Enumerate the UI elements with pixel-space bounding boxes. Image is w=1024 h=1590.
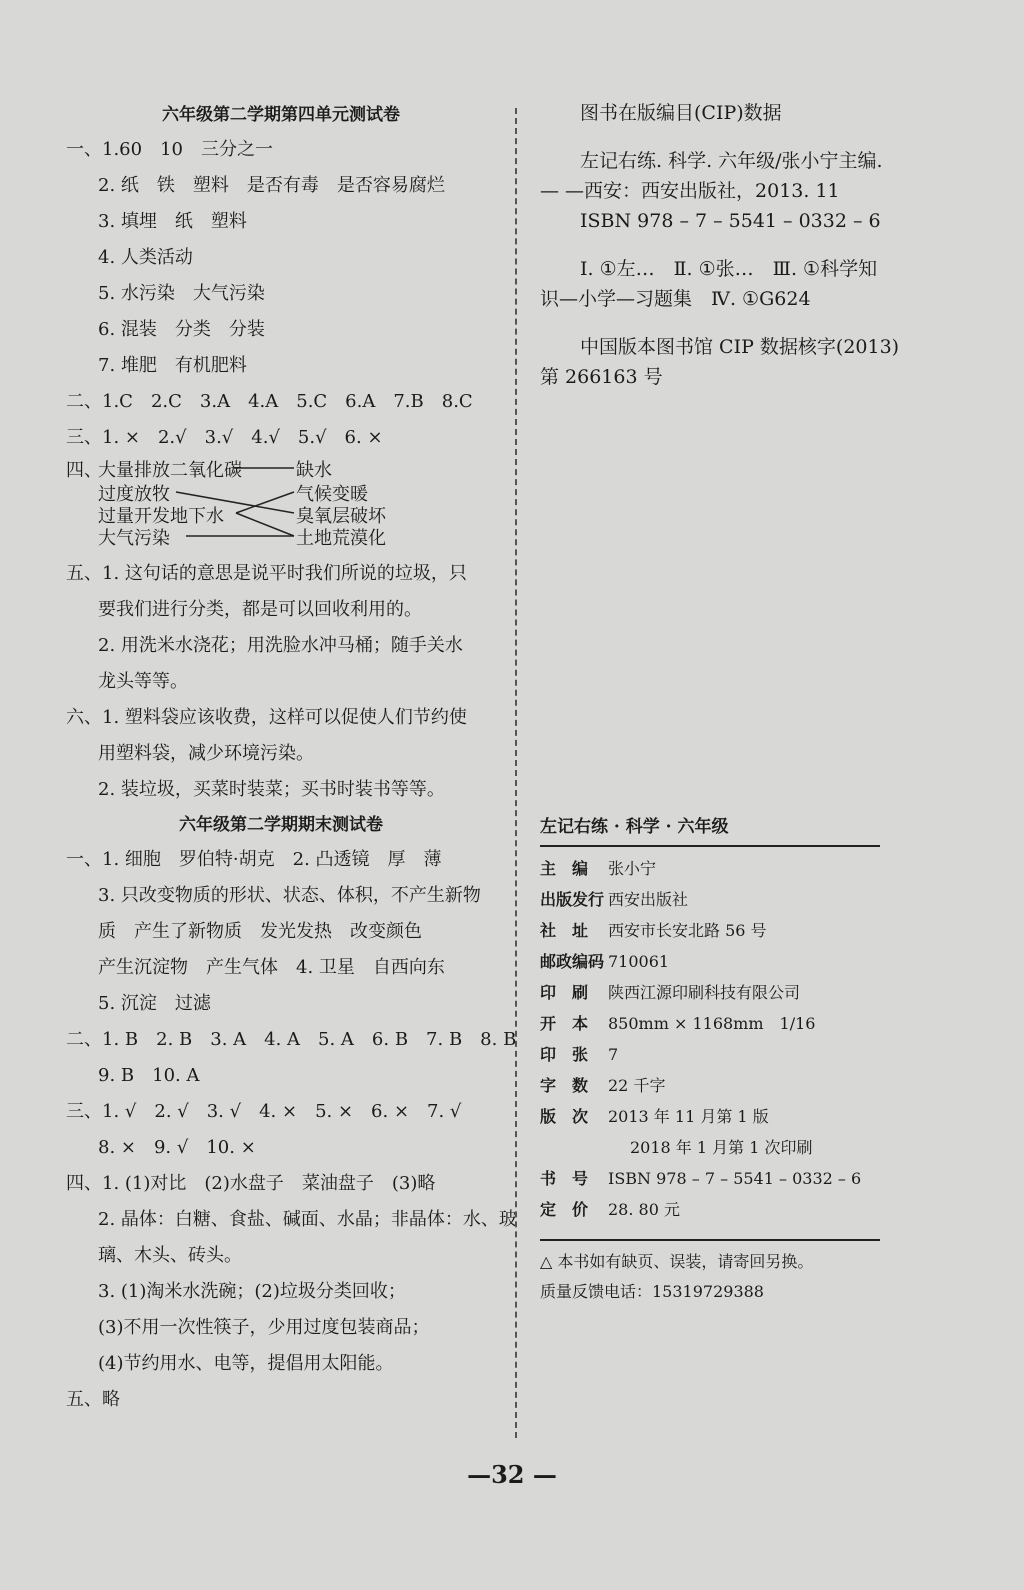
answer-line: 9. B 10. A — [98, 1065, 200, 1086]
imprint-value: 28. 80 元 — [608, 1200, 680, 1219]
answer-line: 2. 晶体：白糖、食盐、碱面、水晶；非晶体：水、玻 — [98, 1209, 517, 1230]
matching-diagram — [66, 456, 496, 556]
answer-line: 二、1. B 2. B 3. A 4. A 5. A 6. B 7. B 8. B — [66, 1029, 517, 1050]
imprint-row — [540, 1132, 970, 1163]
answer-line: 二、1.C 2.C 3.A 4.A 5.C 6.A 7.B 8.C — [66, 391, 473, 412]
match-left-item: 大气污染 — [98, 528, 170, 549]
match-left-item: 大量排放二氧化碳 — [98, 460, 242, 481]
feedback-line: 质量反馈电话：15319729388 — [540, 1282, 764, 1301]
imprint-row — [540, 1163, 970, 1194]
imprint-key: 印 刷 — [540, 983, 589, 1002]
imprint-key: 邮政编码 — [540, 952, 605, 971]
answer-line: 六、1. 塑料袋应该收费，这样可以促使人们节约使 — [66, 707, 467, 728]
imprint-value: 7 — [608, 1045, 619, 1064]
answer-line: 6. 混装 分类 分装 — [98, 319, 265, 340]
unit4-title: 六年级第二学期第四单元测试卷 — [162, 105, 400, 125]
imprint-rule-bottom — [540, 1239, 880, 1241]
imprint-value: 22 千字 — [608, 1076, 666, 1095]
cip-line: 左记右练. 科学. 六年级/张小宁主编. — [580, 150, 883, 172]
imprint-key: 主 编 — [540, 859, 589, 878]
imprint-row — [540, 1039, 970, 1070]
answer-line: 3. 只改变物质的形状、状态、体积，不产生新物 — [98, 885, 481, 906]
match-line — [236, 513, 294, 536]
imprint-row — [540, 915, 970, 946]
imprint-value: 2013 年 11 月第 1 版 — [608, 1107, 769, 1126]
match-line — [236, 492, 294, 513]
imprint-value: 710061 — [608, 952, 670, 971]
column-divider — [515, 108, 517, 1438]
page-number: —32 — — [467, 1460, 557, 1489]
imprint-key: 开 本 — [540, 1014, 589, 1033]
imprint-row — [540, 977, 970, 1008]
match-right-item: 气候变暖 — [296, 484, 368, 505]
imprint-rule-top — [540, 845, 880, 847]
answer-line: 三、1. √ 2. √ 3. √ 4. × 5. × 6. × 7. √ — [66, 1101, 462, 1122]
cip-title: 图书在版编目(CIP)数据 — [580, 102, 782, 124]
answer-line: 2. 纸 铁 塑料 是否有毒 是否容易腐烂 — [98, 175, 445, 196]
imprint-row — [540, 1008, 970, 1039]
answer-line: 三、1. × 2.√ 3.√ 4.√ 5.√ 6. × — [66, 427, 383, 448]
imprint-row — [540, 1101, 970, 1132]
match-right-item: 缺水 — [296, 460, 332, 481]
match-right-item: 土地荒漠化 — [296, 528, 386, 549]
answer-line: 产生沉淀物 产生气体 4. 卫星 自西向东 — [98, 957, 445, 978]
imprint-row — [540, 946, 970, 977]
left-column — [66, 98, 517, 1418]
imprint-row — [540, 853, 970, 884]
imprint-row — [540, 1070, 970, 1101]
match-left-item: 过度放牧 — [98, 484, 170, 505]
imprint-key — [540, 1132, 606, 1163]
answer-line: 5. 水污染 大气污染 — [98, 283, 265, 304]
imprint-value: 陕西江源印刷科技有限公司 — [608, 983, 801, 1002]
imprint-value: 西安市长安北路 56 号 — [608, 921, 767, 940]
answer-line: (4)节约用水、电等，提倡用太阳能。 — [98, 1353, 394, 1374]
answer-line: 龙头等等。 — [98, 671, 188, 692]
imprint-key: 字 数 — [540, 1076, 589, 1095]
answer-line: 要我们进行分类，都是可以回收利用的。 — [98, 599, 422, 620]
answer-line: 用塑料袋，减少环境污染。 — [98, 743, 314, 764]
cip-line: 第 266163 号 — [540, 366, 663, 388]
imprint-key: 书 号 — [540, 1169, 589, 1188]
answer-line: 3. 填埋 纸 塑料 — [98, 211, 247, 232]
cip-line: 识—小学—习题集 Ⅳ. ①G624 — [540, 288, 811, 310]
match-left-item: 过量开发地下水 — [98, 506, 224, 527]
imprint-key: 社 址 — [540, 921, 589, 940]
match-right-item: 臭氧层破坏 — [296, 506, 386, 527]
answer-line: 4. 人类活动 — [98, 247, 193, 268]
imprint-title: 左记右练 · 科学 · 六年级 — [540, 817, 729, 837]
answer-line: 五、略 — [66, 1389, 120, 1410]
cip-line: Ⅰ. ①左… Ⅱ. ①张… Ⅲ. ①科学知 — [580, 258, 878, 280]
answer-line: 7. 堆肥 有机肥料 — [98, 355, 247, 376]
imprint-key: 定 价 — [540, 1200, 589, 1219]
imprint-row — [540, 1194, 970, 1225]
imprint-value: 850mm × 1168mm 1/16 — [608, 1014, 816, 1033]
imprint-row — [540, 884, 970, 915]
cip-line: — —西安：西安出版社，2013. 11 — [540, 180, 840, 202]
imprint-key: 版 次 — [540, 1107, 589, 1126]
answer-line: 3. (1)淘米水洗碗；(2)垃圾分类回收； — [98, 1281, 406, 1302]
cip-line: ISBN 978 – 7 – 5541 – 0332 – 6 — [580, 210, 881, 232]
match-prefix: 四、 — [66, 460, 102, 481]
answer-line: 8. × 9. √ 10. × — [98, 1137, 256, 1158]
answer-line: (3)不用一次性筷子，少用过度包装商品； — [98, 1317, 430, 1338]
imprint-key: 出版发行 — [540, 890, 605, 909]
answer-line: 五、1. 这句话的意思是说平时我们所说的垃圾，只 — [66, 563, 467, 584]
imprint-key: 印 张 — [540, 1045, 589, 1064]
answer-line: 一、1.60 10 三分之一 — [66, 139, 273, 160]
imprint-table — [540, 853, 970, 1225]
answer-line: 四、1. (1)对比 (2)水盘子 菜油盘子 (3)略 — [66, 1173, 436, 1194]
cip-line: 中国版本图书馆 CIP 数据核字(2013) — [580, 336, 900, 358]
answer-line: 璃、木头、砖头。 — [98, 1245, 242, 1266]
right-column — [540, 98, 970, 1307]
notice-line: △ 本书如有缺页、误装，请寄回另换。 — [540, 1252, 814, 1271]
answer-line: 一、1. 细胞 罗伯特·胡克 2. 凸透镜 厚 薄 — [66, 849, 442, 870]
final-title: 六年级第二学期期末测试卷 — [179, 815, 383, 835]
answer-line: 5. 沉淀 过滤 — [98, 993, 211, 1014]
answer-line: 2. 用洗米水浇花；用洗脸水冲马桶；随手关水 — [98, 635, 463, 656]
imprint-value: 西安出版社 — [608, 890, 689, 909]
imprint-value: 张小宁 — [608, 859, 657, 878]
answer-line: 2. 装垃圾，买菜时装菜；买书时装书等等。 — [98, 779, 445, 800]
imprint-value: 2018 年 1 月第 1 次印刷 — [630, 1138, 813, 1157]
imprint-value: ISBN 978 – 7 – 5541 – 0332 – 6 — [608, 1169, 862, 1188]
answer-line: 质 产生了新物质 发光发热 改变颜色 — [98, 921, 422, 942]
